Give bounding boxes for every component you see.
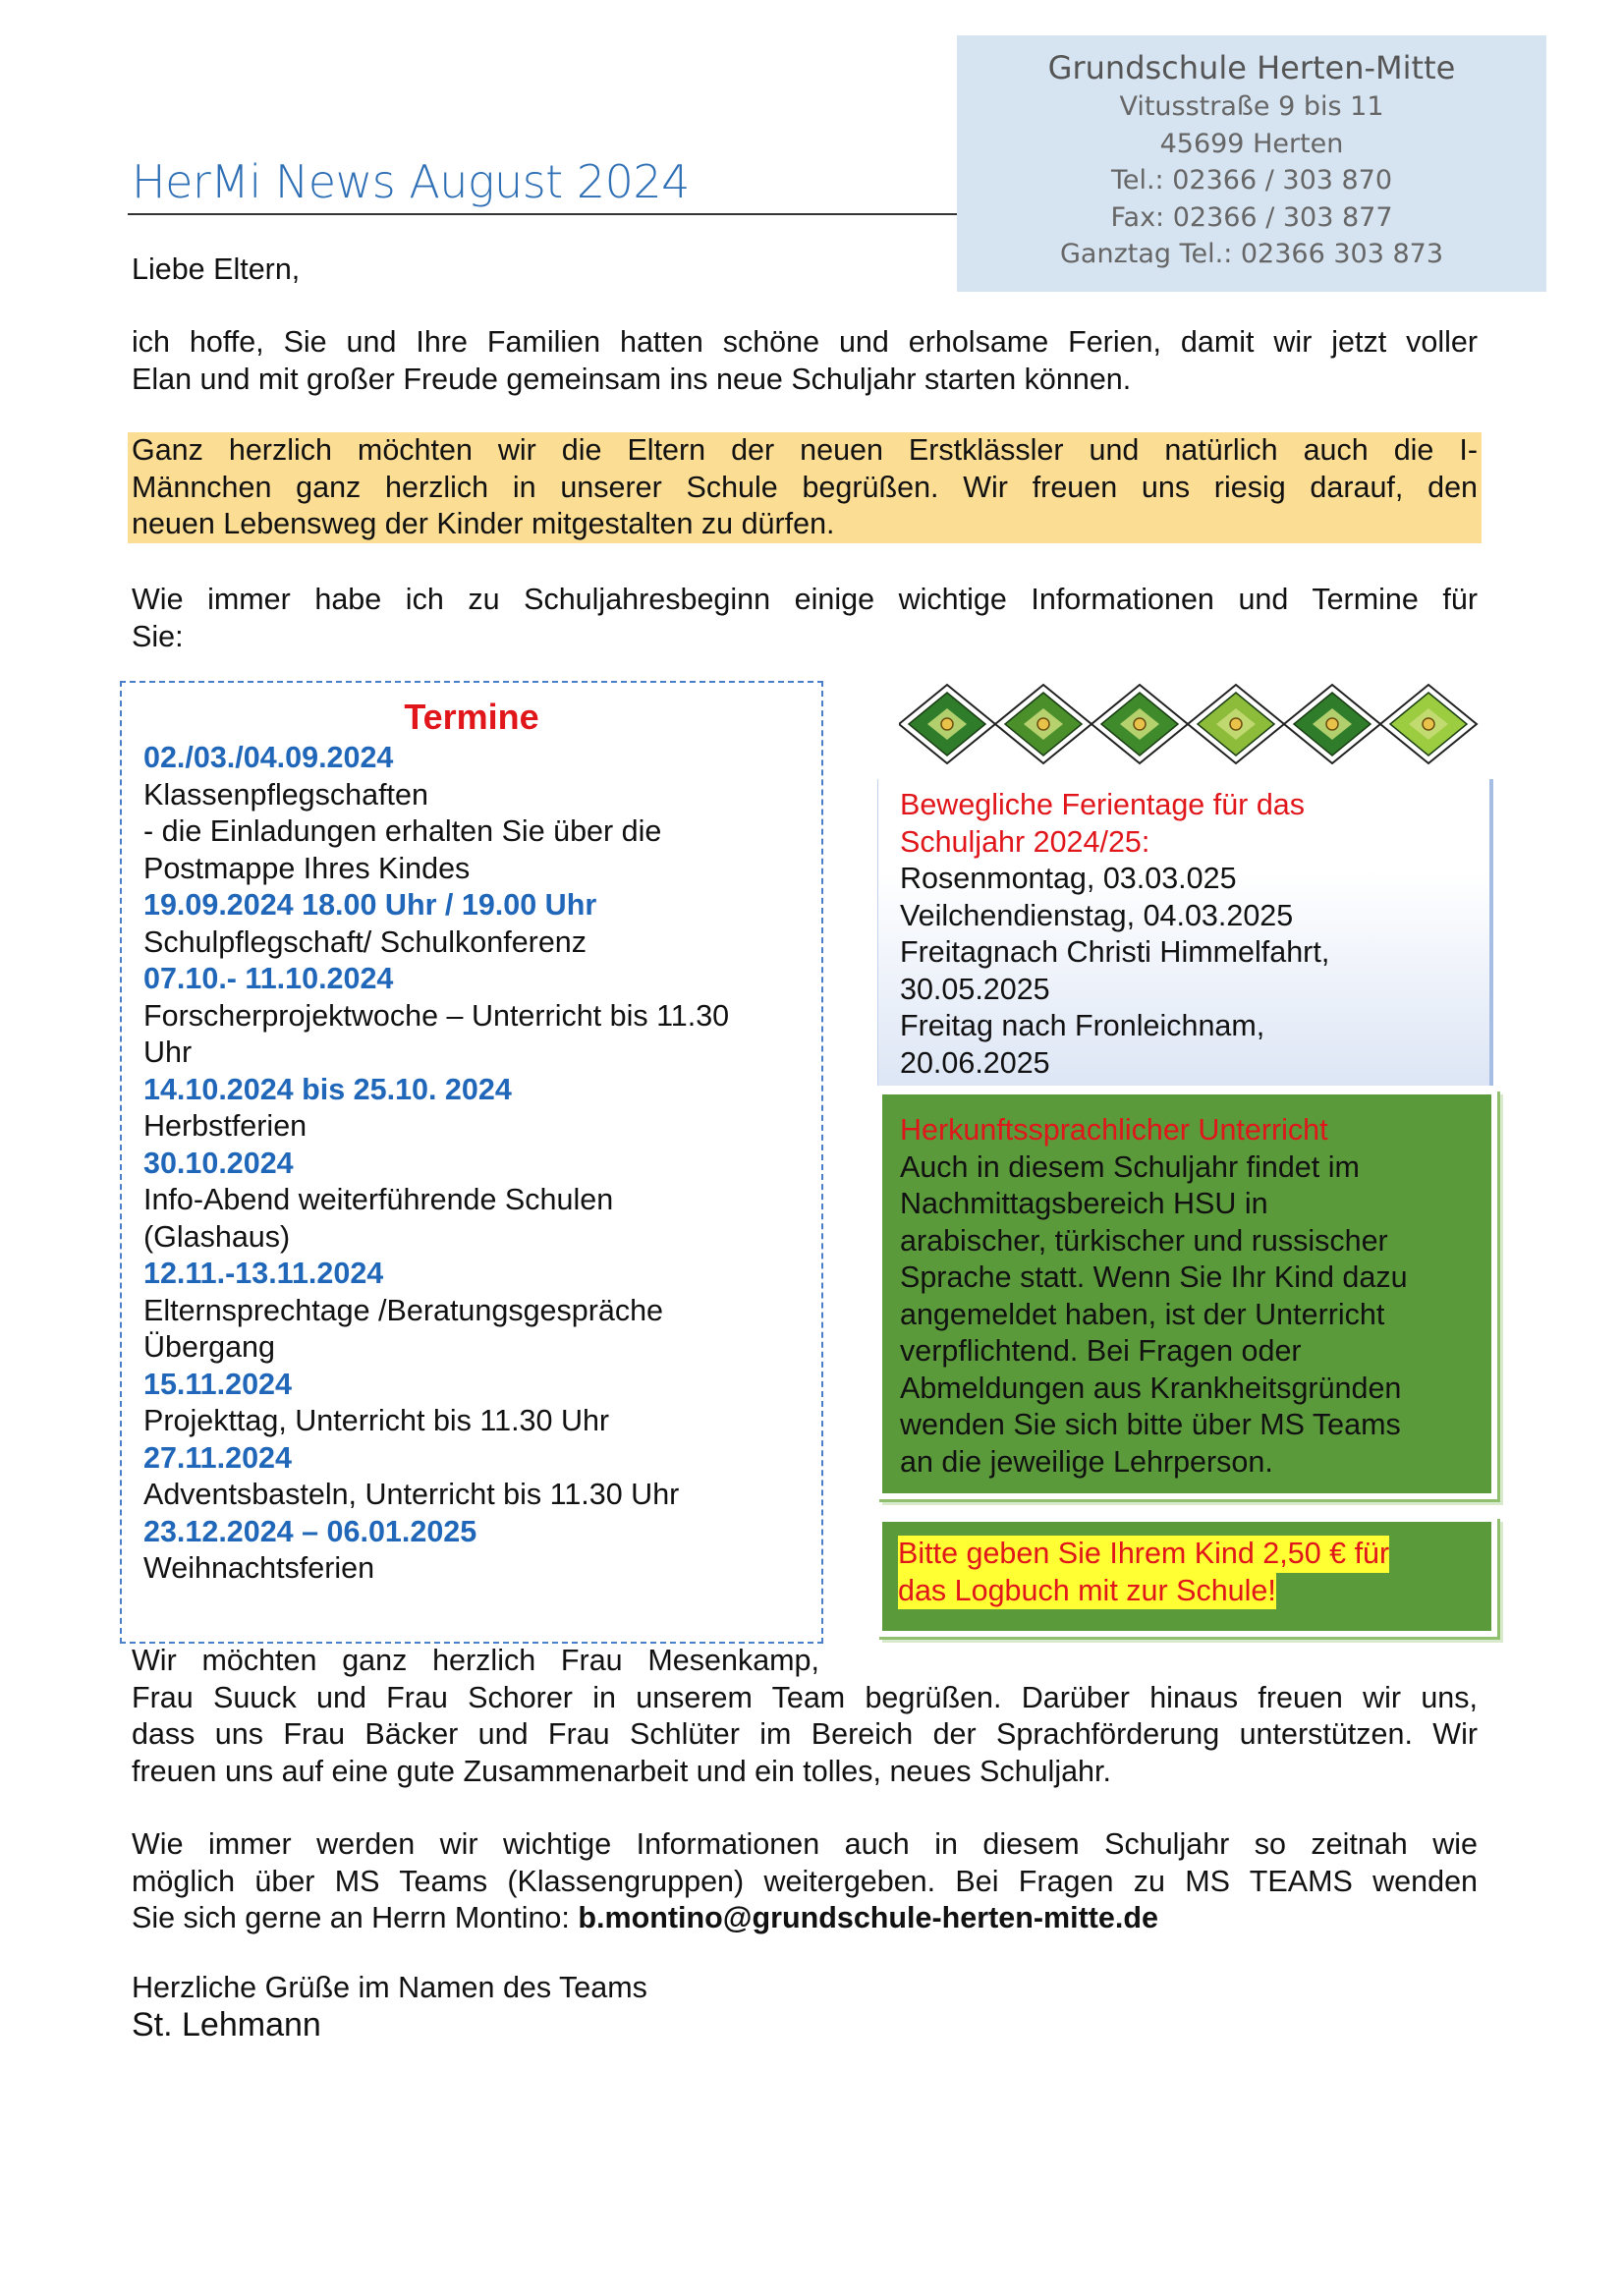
hsu-text-line: arabischer, türkischer und russischer: [900, 1223, 1388, 1258]
termin-date: 07.10.- 11.10.2024: [143, 962, 394, 995]
diamond-ornament: [1284, 685, 1380, 763]
school-phone: Tel.: 02366 / 303 870: [1110, 165, 1393, 196]
termin-date: 14.10.2024 bis 25.10. 2024: [143, 1072, 512, 1106]
termin-description: Uhr: [143, 1036, 193, 1069]
welcome-staff-paragraph: [132, 1643, 1478, 1790]
termin-description: Info-Abend weiterführende Schulen: [143, 1183, 614, 1216]
termin-description: Herbstferien: [143, 1109, 308, 1143]
termin-description: Weihnachtsferien: [143, 1551, 375, 1585]
teams-contact-line: [132, 1900, 1478, 1937]
ms-teams-paragraph: [132, 1826, 1478, 1937]
termin-description: Übergang: [143, 1330, 275, 1364]
school-address-box: [957, 35, 1546, 292]
school-street: Vitusstraße 9 bis 11: [1119, 91, 1384, 122]
logbuch-notice-box: [876, 1516, 1497, 1637]
ferientag-entry: 20.06.2025: [900, 1045, 1050, 1080]
welcome-line: Ganz herzlich möchten wir die Eltern der neuen Erstklässler und natürlich auch die I-: [132, 433, 1478, 467]
welcome-line: Männchen ganz herzlich in unserer Schule begrüßen. Wir freuen uns riesig darauf, den: [132, 470, 1478, 504]
diamond-ornament: [1188, 685, 1284, 763]
school-fax: Fax: 02366 / 303 877: [1110, 201, 1393, 233]
info-intro-paragraph: [132, 582, 1478, 655]
hsu-info-box: [876, 1089, 1497, 1499]
school-city: 45699 Herten: [1159, 128, 1344, 159]
letter-greeting: Liebe Eltern,: [132, 252, 301, 286]
termin-description: Forscherprojektwoche – Unterricht bis 11.30: [143, 998, 730, 1033]
intro-line: ich hoffe, Sie und Ihre Familien hatten schöne und erholsame Ferien, damit wir jetzt voller: [132, 325, 1478, 359]
title-underline: [128, 213, 957, 215]
school-name: Grundschule Herten-Mitte: [1047, 49, 1456, 86]
staff-line: freuen uns auf eine gute Zusammenarbeit und ein tolles, neues Schuljahr.: [132, 1754, 1111, 1788]
teams-line: Wie immer werden wir wichtige Informationen auch in diesem Schuljahr so zeitnah wie: [132, 1827, 1478, 1861]
termin-description: Schulpflegschaft/ Schulkonferenz: [143, 924, 587, 959]
info-line: Sie:: [132, 619, 184, 653]
termine-list: [143, 740, 821, 1588]
diamond-ornament: [995, 685, 1091, 763]
termin-date: 30.10.2024: [143, 1146, 294, 1180]
hsu-text-line: wenden Sie sich bitte über MS Teams: [900, 1408, 1401, 1441]
termin-description: Projekttag, Unterricht bis 11.30 Uhr: [143, 1404, 610, 1437]
termin-date: 23.12.2024 – 06.01.2025: [143, 1514, 477, 1548]
info-line: Wie immer habe ich zu Schuljahresbeginn einige wichtige Informationen und Termine für: [132, 583, 1478, 616]
ferientag-entry: Rosenmontag, 03.03.025: [900, 862, 1237, 895]
staff-line: Wir möchten ganz herzlich Frau Mesenkamp,: [132, 1644, 819, 1677]
hsu-text-line: Auch in diesem Schuljahr findet im: [900, 1149, 1360, 1184]
hsu-heading: Herkunftssprachlicher Unterricht: [900, 1113, 1328, 1147]
termin-description: - die Einladungen erhalten Sie über die: [143, 814, 662, 848]
termin-description: Adventsbasteln, Unterricht bis 11.30 Uhr: [143, 1478, 680, 1511]
termin-date: 02./03./04.09.2024: [143, 741, 394, 774]
diamond-ornament: [899, 685, 995, 763]
newsletter-title: HerMi News August 2024: [132, 155, 690, 208]
closing-regards: Herzliche Grüße im Namen des Teams: [132, 1971, 647, 2004]
diamond-border-decoration: [899, 683, 1479, 765]
termin-date: 12.11.-13.11.2024: [143, 1257, 384, 1290]
teams-contact-text: Sie sich gerne an Herrn Montino:: [132, 1901, 579, 1934]
logbuch-notice-line: das Logbuch mit zur Schule!: [898, 1573, 1276, 1610]
intro-paragraph: [132, 324, 1478, 398]
intro-line: Elan und mit großer Freude gemeinsam ins neue Schuljahr starten können.: [132, 362, 1132, 396]
contact-email-link[interactable]: b.montino@grundschule-herten-mitte.de: [578, 1901, 1158, 1934]
termin-description: Elternsprechtage /Beratungsgespräche: [143, 1293, 663, 1327]
teams-line: möglich über MS Teams (Klassengruppen) weitergeben. Bei Fragen zu MS TEAMS wenden: [132, 1864, 1478, 1898]
termin-date: 15.11.2024: [143, 1367, 292, 1401]
hsu-text-line: Abmeldungen aus Krankheitsgründen: [900, 1371, 1402, 1405]
school-ganztag-phone: Ganztag Tel.: 02366 303 873: [1059, 239, 1443, 269]
ferientage-box: [877, 779, 1493, 1086]
ferientag-entry: Veilchendienstag, 04.03.2025: [900, 898, 1294, 932]
hsu-text-line: Nachmittagsbereich HSU in: [900, 1187, 1268, 1220]
termine-title: Termine: [404, 697, 539, 737]
diamond-ornament: [1380, 685, 1477, 763]
termin-date: 27.11.2024: [143, 1440, 292, 1475]
ferientage-heading: Schuljahr 2024/25:: [900, 824, 1150, 859]
logbuch-notice-line: Bitte geben Sie Ihrem Kind 2,50 € für: [898, 1536, 1389, 1573]
termin-date: 19.09.2024 18.00 Uhr / 19.00 Uhr: [143, 888, 597, 922]
ferientag-entry: 30.05.2025: [900, 972, 1050, 1006]
ferientag-entry: Freitagnach Christi Himmelfahrt,: [900, 935, 1330, 969]
ferientage-heading: Bewegliche Ferientage für das: [900, 788, 1305, 821]
staff-line: dass uns Frau Bäcker und Frau Schlüter im Bereich der Sprachförderung unterstützen. Wir: [132, 1717, 1478, 1751]
signature: St. Lehmann: [132, 2006, 321, 2044]
termin-description: Klassenpflegschaften: [143, 777, 428, 812]
termine-box: [120, 681, 823, 1644]
hsu-text-line: angemeldet haben, ist der Unterricht: [900, 1297, 1385, 1331]
hsu-text-line: verpflichtend. Bei Fragen oder: [900, 1334, 1302, 1368]
ferientag-entry: Freitag nach Fronleichnam,: [900, 1009, 1265, 1042]
staff-line: Frau Suuck und Frau Schorer in unserem Team begrüßen. Darüber hinaus freuen wir uns,: [132, 1680, 1478, 1714]
hsu-text-line: an die jeweilige Lehrperson.: [900, 1444, 1273, 1479]
welcome-first-graders-paragraph: [128, 432, 1482, 543]
welcome-line: neuen Lebensweg der Kinder mitgestalten zu dürfen.: [132, 507, 835, 540]
termin-description: (Glashaus): [143, 1219, 291, 1254]
termin-description: Postmappe Ihres Kindes: [143, 851, 471, 885]
hsu-text-line: Sprache statt. Wenn Sie Ihr Kind dazu: [900, 1260, 1408, 1294]
diamond-ornament: [1091, 685, 1188, 763]
